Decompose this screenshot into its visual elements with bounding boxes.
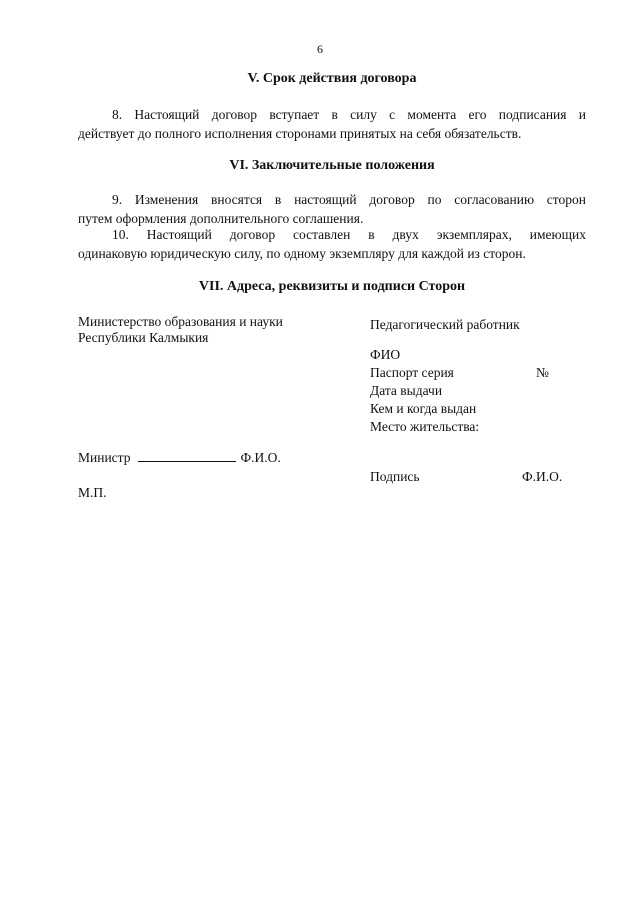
- ministry-name-line-1: Министерство образования и науки: [78, 314, 283, 329]
- section-5-heading: V. Срок действия договора: [247, 71, 417, 86]
- paragraph-10-line-2: одинаковую юридическую силу, по одному экземпляру для каждой из сторон.: [78, 245, 526, 261]
- page-number: 6: [317, 42, 323, 56]
- teacher-title: Педагогический работник: [370, 317, 520, 332]
- issue-date: Дата выдачи: [370, 383, 443, 398]
- paragraph-10: [78, 226, 586, 263]
- paragraph-8-line-1: 8. Настоящий договор вступает в силу с момента его подписания и: [112, 107, 586, 122]
- place-of-residence: Место жительства:: [370, 419, 480, 434]
- ministry-name-line-2: Республики Калмыкия: [78, 330, 209, 345]
- paragraph-8-line-2: действует до полного исполнения сторонами принятых на себя обязательств.: [78, 125, 522, 141]
- paragraph-9-line-1: 9. Изменения вносятся в настоящий договор по согласованию сторон: [112, 192, 586, 207]
- teacher-signature-label: Подпись: [370, 469, 420, 484]
- paragraph-9-line-2: путем оформления дополнительного соглашения.: [78, 210, 364, 226]
- minister-signature-line: [138, 449, 236, 462]
- paragraph-9: [78, 191, 586, 228]
- teacher-sign-fio: Ф.И.О.: [522, 469, 563, 484]
- section-7-heading: VII. Адреса, реквизиты и подписи Сторон: [198, 279, 466, 294]
- minister-signature-row: [78, 449, 281, 467]
- passport-number-sign: №: [536, 365, 549, 380]
- paragraph-8: [78, 106, 586, 143]
- issued-by: Кем и когда выдан: [370, 401, 477, 416]
- passport-series: Паспорт серия: [370, 365, 454, 380]
- paragraph-10-line-1: 10. Настоящий договор составлен в двух экземплярах, имеющих: [112, 227, 586, 242]
- minister-fio: Ф.И.О.: [240, 450, 281, 465]
- stamp-place: М.П.: [78, 485, 107, 500]
- section-6-heading: VI. Заключительные положения: [229, 158, 435, 173]
- teacher-fio: ФИО: [370, 347, 401, 362]
- minister-label: Министр: [78, 450, 131, 465]
